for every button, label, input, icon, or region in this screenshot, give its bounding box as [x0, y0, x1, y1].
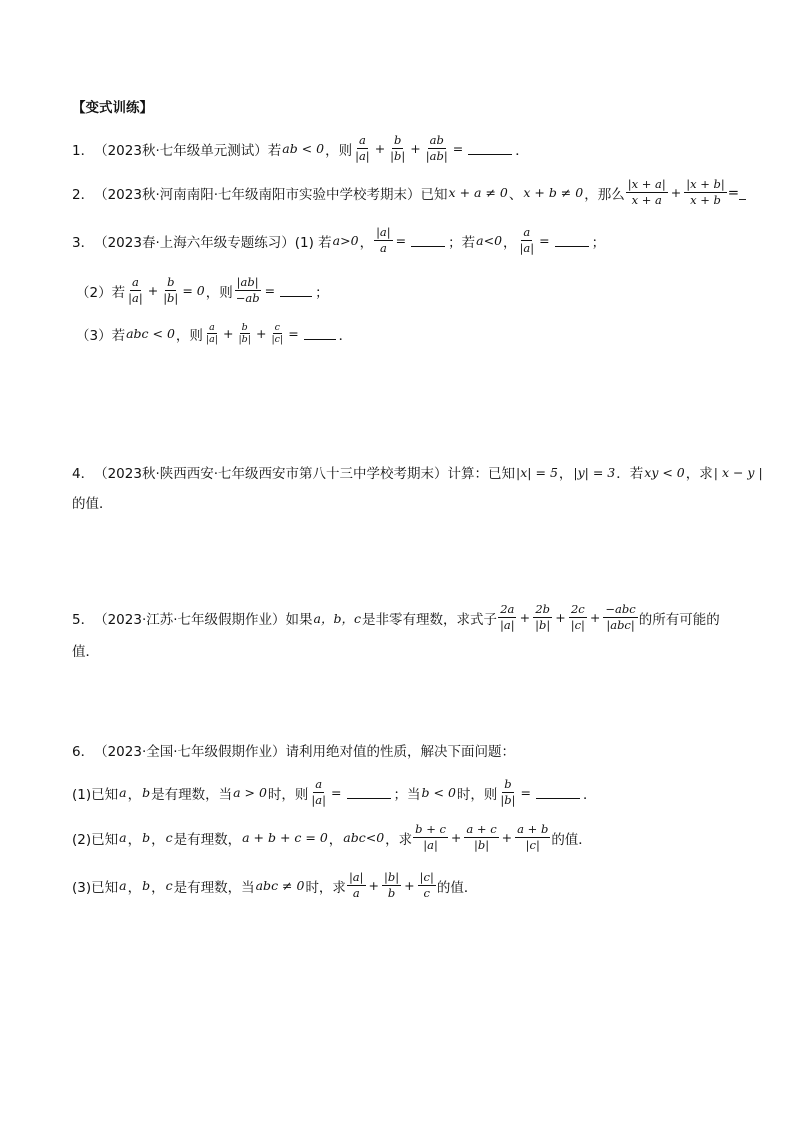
- equals-sign: =: [395, 233, 407, 248]
- q3-frac-a: [518, 225, 537, 256]
- q3-2-frac-ab: [234, 275, 262, 306]
- question-4-line-2: [72, 492, 113, 512]
- frac-den: a: [379, 241, 387, 255]
- frac-num: b: [394, 133, 402, 147]
- frac-num: ab: [429, 133, 444, 147]
- answer-blank[interactable]: [304, 338, 336, 340]
- q3-number: 3．: [72, 234, 95, 251]
- q3-comma: ，: [503, 234, 517, 251]
- q3-part-2-label: （2）若: [76, 284, 126, 301]
- q4-text: ．若: [616, 466, 644, 482]
- question-5: [72, 602, 720, 633]
- frac-den: |b|: [535, 618, 551, 632]
- question-5-line-2: [72, 640, 99, 660]
- q1-condition: ab < 0: [282, 141, 325, 156]
- frac-den: |abc|: [606, 618, 635, 632]
- q6-2-var: b: [142, 830, 151, 845]
- q6-1-condition: a > 0: [233, 785, 267, 800]
- q1-frac-ab: [424, 133, 450, 164]
- q6-2-text: ，求: [385, 831, 413, 848]
- q5-source: （2023·江苏·七年级假期作业）: [94, 611, 286, 628]
- frac-den: c: [423, 886, 430, 900]
- plus-sign: +: [410, 141, 421, 156]
- q4-number: 4．: [72, 466, 95, 482]
- q2-frac-xb: [684, 177, 727, 208]
- frac-num: a: [523, 225, 531, 239]
- question-3-part-3: [76, 322, 352, 345]
- plus-sign: +: [404, 878, 415, 893]
- q2-number: 2．: [72, 186, 95, 203]
- q6-2-end: 的值．: [551, 831, 592, 848]
- q6-2-frac-ab: [515, 822, 550, 853]
- q6-3-text: 时，求: [305, 879, 346, 896]
- frac-den: |b|: [238, 334, 251, 345]
- frac-num: a: [315, 777, 323, 791]
- q5-line-2: 值．: [72, 644, 99, 660]
- frac-num: 2a: [500, 602, 515, 616]
- plus-sign: +: [670, 185, 682, 200]
- plus-sign: +: [147, 283, 159, 298]
- q6-2-comma: ，: [127, 831, 142, 848]
- plus-sign: +: [374, 141, 386, 156]
- frac-num: |b|: [384, 870, 400, 884]
- q6-1-text: 时，则: [267, 786, 309, 803]
- q6-1-condition: b < 0: [421, 785, 456, 800]
- q3-3-frac-b: [236, 322, 252, 345]
- q6-3-text: 是有理数，当: [173, 879, 255, 896]
- q4-line-2: 的值．: [72, 496, 113, 512]
- frac-den: a: [352, 886, 360, 900]
- question-4: [72, 462, 764, 482]
- q6-3-frac-a: [347, 870, 366, 901]
- q4-source: （2023秋·陕西西安·七年级西安市第八十三中学校考期末）: [94, 466, 448, 482]
- q6-1-text: 时，则: [456, 786, 498, 803]
- q3-2-frac-b: [161, 275, 180, 306]
- frac-num: |ab|: [236, 275, 259, 289]
- equals-sign: =: [264, 283, 276, 298]
- q2-condition-1: x + a ≠ 0: [448, 185, 508, 200]
- q1-text-then: ，则: [325, 142, 353, 159]
- q5-frac-2c: [569, 602, 587, 633]
- q6-1-end: ．: [583, 786, 597, 803]
- plus-sign: +: [589, 610, 601, 625]
- frac-num: b: [241, 322, 248, 333]
- section-header-text: 【变式训练】: [72, 100, 153, 116]
- q3-comma: ，: [359, 234, 374, 251]
- frac-num: |x + b|: [686, 177, 725, 191]
- q6-3-frac-b: [382, 870, 401, 901]
- q6-2-var: c: [165, 830, 173, 845]
- frac-num: c: [274, 322, 280, 333]
- q6-3-var: b: [142, 878, 151, 893]
- equals-sign: =: [520, 785, 531, 800]
- q6-2-frac-bc: [413, 822, 448, 853]
- answer-blank[interactable]: [468, 153, 512, 155]
- q6-1-frac-a: [309, 777, 328, 808]
- q4-text: ，求: [685, 466, 713, 482]
- plus-sign: +: [450, 830, 462, 845]
- question-6: [72, 740, 515, 760]
- q4-comma: ，: [558, 466, 573, 482]
- frac-num: a + b: [517, 822, 549, 836]
- q3-part-3-label: （3）若: [76, 327, 126, 344]
- frac-den: |b|: [500, 793, 516, 807]
- q1-number: 1．: [72, 142, 95, 159]
- q6-1-frac-b: [498, 777, 517, 808]
- q5-text: 是非零有理数，求式子: [362, 611, 498, 628]
- frac-den: |a|: [205, 334, 218, 345]
- q3-condition-4: abc < 0: [126, 326, 175, 341]
- q3-frac-abs-a: [374, 225, 393, 256]
- q5-text: 如果: [285, 611, 313, 628]
- question-6-part-2: [72, 822, 592, 853]
- q6-2-condition: abc<0: [343, 830, 385, 845]
- q6-3-comma: ，: [127, 879, 142, 896]
- question-6-part-3: [72, 870, 477, 901]
- frac-num: a: [358, 133, 366, 147]
- q6-1-text: (1)已知: [72, 786, 119, 803]
- answer-blank[interactable]: [536, 797, 580, 799]
- frac-den: |a|: [128, 291, 143, 305]
- frac-num: b: [167, 275, 175, 289]
- q1-text: 若: [267, 142, 282, 159]
- q6-2-comma: ，: [328, 831, 343, 848]
- q3-2-frac-a: [126, 275, 145, 306]
- q2-source: （2023秋·河南南阳·七年级南阳市实验中学校考期末）: [94, 186, 421, 203]
- question-1: [72, 133, 529, 164]
- question-6-part-1: [72, 777, 597, 808]
- q6-2-text: 是有理数，: [173, 831, 242, 848]
- frac-num: b + c: [415, 822, 446, 836]
- section-header: [72, 96, 153, 116]
- q6-2-comma: ，: [151, 831, 165, 848]
- plus-sign: +: [555, 610, 566, 625]
- q4-text: 计算：已知: [447, 466, 516, 482]
- equals-sign: =: [288, 326, 299, 341]
- equals-sign: =: [452, 141, 464, 156]
- q6-2-condition: a + b + c = 0: [242, 830, 328, 845]
- q3-condition-2: a<0: [476, 233, 503, 248]
- q6-3-end: 的值．: [436, 879, 478, 896]
- q2-end[interactable]: =_: [727, 184, 746, 201]
- answer-blank[interactable]: [347, 797, 391, 799]
- q2-condition-2: x + b ≠ 0: [523, 185, 584, 200]
- q6-2-text: (2)已知: [72, 831, 119, 848]
- frac-num: −abc: [605, 602, 636, 616]
- q2-text: 已知: [420, 186, 448, 203]
- frac-num: |x + a|: [627, 177, 666, 191]
- q6-1-text: ；当: [393, 786, 421, 803]
- plus-sign: +: [368, 878, 380, 893]
- frac-num: a: [131, 275, 139, 289]
- q3-text-then: ，则: [205, 284, 233, 301]
- q3-end: ．: [338, 327, 353, 344]
- q6-3-var: a: [119, 878, 127, 893]
- q6-1-var: a: [119, 785, 127, 800]
- frac-den: |a|: [311, 793, 327, 807]
- q3-3-frac-c: [269, 322, 285, 345]
- q5-text: 的所有可能的: [638, 611, 720, 628]
- frac-den: |c|: [525, 838, 540, 852]
- plus-sign: +: [255, 326, 267, 341]
- frac-num: 2b: [535, 602, 551, 616]
- answer-blank[interactable]: [411, 245, 445, 247]
- q6-3-text: (3)已知: [72, 879, 119, 896]
- q6-source: （2023·全国·七年级假期作业）: [94, 744, 286, 760]
- frac-den: |c|: [271, 334, 284, 345]
- q3-text-then: ，则: [175, 327, 203, 344]
- frac-den: x + a: [631, 193, 662, 207]
- frac-den: |b|: [390, 149, 406, 163]
- q1-frac-b: [388, 133, 407, 164]
- q3-source: （2023春·上海六年级专题练习）: [94, 234, 295, 251]
- q3-text: ；若: [448, 234, 476, 251]
- q3-semicolon: ；: [315, 284, 329, 301]
- plus-sign: +: [501, 830, 513, 845]
- q2-frac-xa: [626, 177, 668, 208]
- q6-1-var: b: [142, 785, 151, 800]
- q5-frac-2a: [498, 602, 517, 633]
- q6-intro: 请利用绝对值的性质，解决下面问题：: [285, 744, 516, 760]
- question-3-part-2: [76, 275, 329, 306]
- frac-den: |a|: [355, 149, 370, 163]
- q3-3-frac-a: [204, 322, 220, 345]
- frac-den: |b|: [163, 291, 179, 305]
- frac-den: |c|: [570, 618, 585, 632]
- equals-sign: =: [539, 233, 550, 248]
- q4-value-3: xy < 0: [644, 464, 685, 480]
- q6-3-var: c: [165, 878, 173, 893]
- q3-condition-3: = 0: [182, 283, 205, 298]
- frac-den: |a|: [423, 838, 438, 852]
- q3-part-1: (1) 若: [294, 234, 332, 251]
- answer-blank[interactable]: [280, 295, 312, 297]
- q4-value-2: |y| = 3: [573, 464, 616, 480]
- frac-num: |a|: [348, 870, 364, 884]
- frac-num: 2c: [570, 602, 585, 616]
- q5-frac-2b: [533, 602, 552, 633]
- q1-end: ．: [515, 142, 529, 159]
- q5-variables: a，b，c: [313, 610, 362, 626]
- q6-1-comma: ，: [127, 786, 142, 803]
- q6-2-var: a: [119, 830, 127, 845]
- q3-condition-1: a>0: [332, 233, 359, 248]
- answer-blank[interactable]: [555, 245, 589, 247]
- question-3: [72, 225, 605, 256]
- q5-frac-abc: [603, 602, 637, 633]
- frac-den: |ab|: [425, 149, 448, 163]
- equals-sign: =: [331, 785, 342, 800]
- frac-den: x + b: [690, 193, 721, 207]
- q6-3-comma: ，: [151, 879, 165, 896]
- q6-3-frac-c: [418, 870, 436, 901]
- frac-num: |a|: [376, 225, 391, 239]
- q3-semicolon: ；: [591, 234, 606, 251]
- q4-value-4: | x − y |: [713, 464, 763, 480]
- frac-num: a: [209, 322, 215, 333]
- question-2: [72, 177, 746, 208]
- q1-source: （2023秋·七年级单元测试）: [94, 142, 268, 159]
- q6-1-text: 是有理数，当: [151, 786, 233, 803]
- q4-value-1: |x| = 5: [516, 464, 558, 480]
- q6-3-condition: abc ≠ 0: [255, 878, 305, 893]
- q1-frac-a: [353, 133, 372, 164]
- frac-den: |a|: [519, 241, 535, 255]
- q6-2-frac-ac: [464, 822, 498, 853]
- frac-num: a + c: [466, 822, 497, 836]
- plus-sign: +: [223, 326, 234, 341]
- plus-sign: +: [519, 610, 531, 625]
- frac-num: |c|: [419, 870, 434, 884]
- frac-den: |a|: [500, 618, 515, 632]
- q2-text-then: ，那么: [584, 186, 625, 203]
- q5-number: 5．: [72, 611, 95, 628]
- q6-number: 6．: [72, 744, 95, 760]
- q2-separator: 、: [508, 186, 523, 203]
- frac-den: −ab: [235, 291, 260, 305]
- frac-den: |b|: [473, 838, 490, 852]
- frac-num: b: [504, 777, 512, 791]
- frac-den: b: [387, 886, 396, 900]
